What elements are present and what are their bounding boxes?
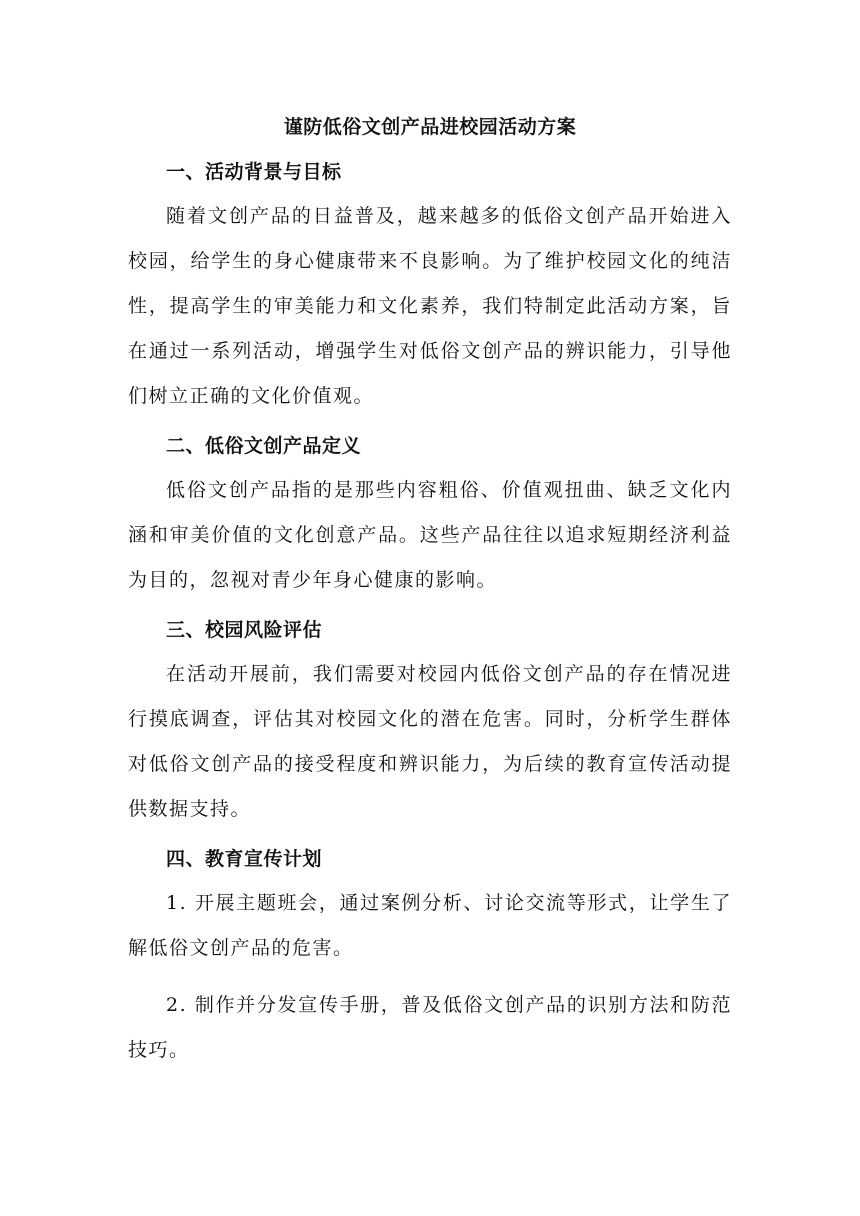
- section-paragraph-risk-assessment: 在活动开展前，我们需要对校园内低俗文创产品的存在情况进行摸底调查，评估其对校园文化的潜在危害。同时，分析学生群体对低俗文创产品的接受程度和辨识能力，为后续的教育宣传活动提供数据支持。: [128, 663, 732, 820]
- plan-item-1: 1. 开展主题班会，通过案例分析、讨论交流等形式，让学生了解低俗文创产品的危害。: [128, 892, 732, 959]
- document-body: [128, 112, 732, 1085]
- section-heading-education-plan: 四、教育宣传计划: [166, 848, 323, 870]
- document-title: 谨防低俗文创产品进校园活动方案: [283, 116, 577, 138]
- section-paragraph-background: 随着文创产品的日益普及，越来越多的低俗文创产品开始进入校园，给学生的身心健康带来不良影响。为了维护校园文化的纯洁性，提高学生的审美能力和文化素养，我们特制定此活动方案，旨在通过一系列活动，增强学生对低俗文创产品的辨识能力，引导他们树立正确的文化价值观。: [128, 205, 732, 407]
- plan-item-2: 2. 制作并分发宣传手册，普及低俗文创产品的识别方法和防范技巧。: [128, 994, 732, 1061]
- section-heading-background: 一、活动背景与目标: [166, 161, 342, 183]
- section-heading-risk-assessment: 三、校园风险评估: [166, 619, 323, 641]
- section-paragraph-definition: 低俗文创产品指的是那些内容粗俗、价值观扭曲、缺乏文化内涵和审美价值的文化创意产品。这些产品往往以追求短期经济利益为目的，忽视对青少年身心健康的影响。: [128, 479, 732, 591]
- section-heading-definition: 二、低俗文创产品定义: [166, 435, 362, 457]
